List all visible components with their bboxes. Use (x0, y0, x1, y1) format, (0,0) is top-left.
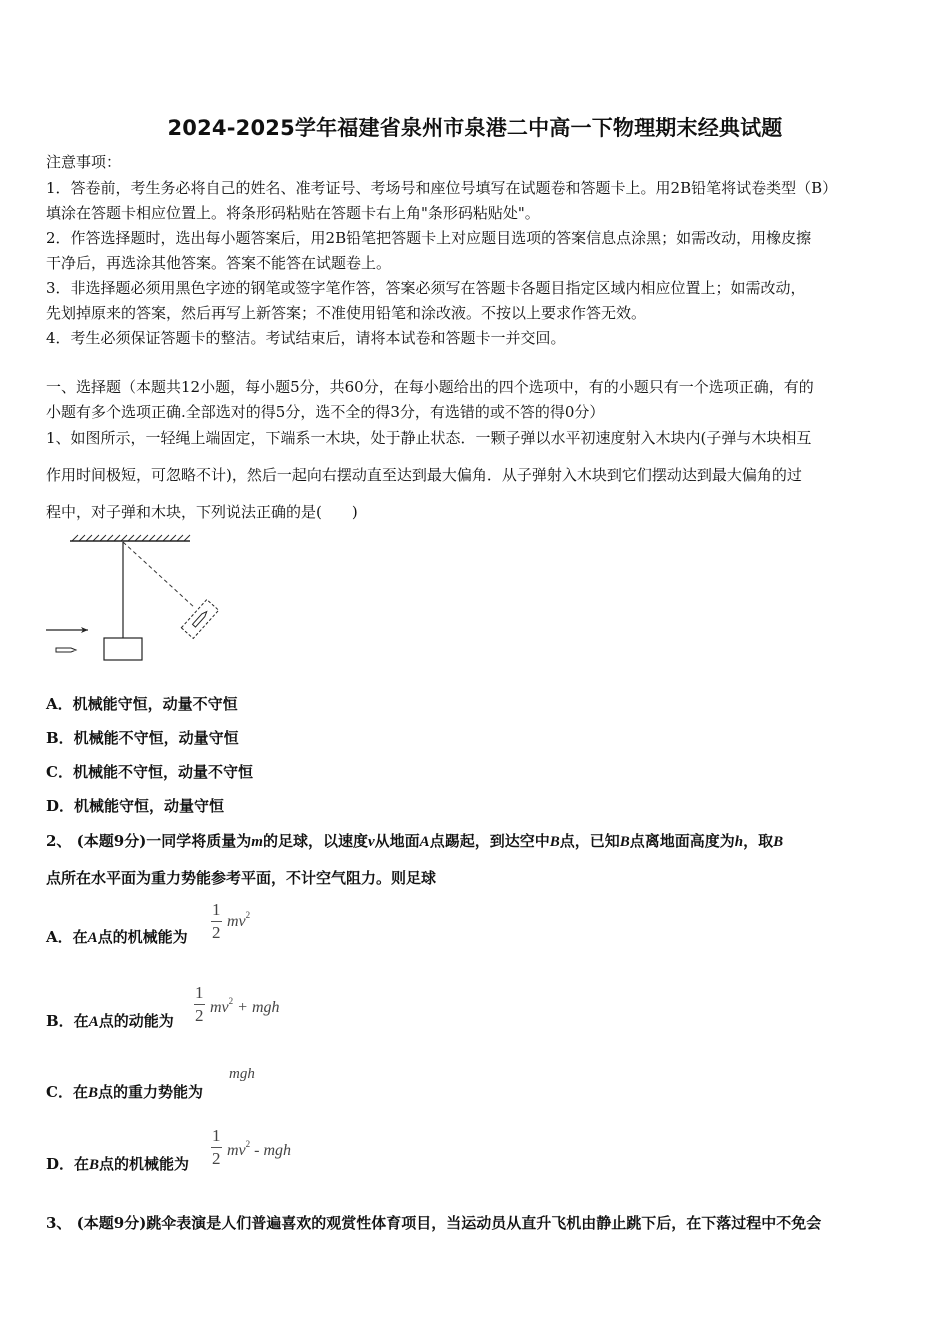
option-d: D．在B点的机械能为 (46, 1155, 190, 1173)
notice-line: 2．作答选择题时，选出每小题答案后，用2B铅笔把答题卡上对应题目选项的答案信息点涂黑；如需改动，用橡皮擦 (46, 229, 812, 247)
option-b: B．在A点的动能为 (46, 1012, 174, 1030)
q1-stem: 程中，对子弹和木块，下列说法正确的是( ) (46, 503, 358, 521)
notice-line: 干净后，再选涂其他答案。答案不能答在试题卷上。 (46, 254, 392, 272)
section-heading: 一、选择题（本题共12小题，每小题5分，共60分，在每小题给出的四个选项中，有的小题只有一个选项正确，有的 (46, 378, 814, 396)
section-heading: 小题有多个选项正确.全部选对的得5分，选不全的得3分，有选错的或不答的得0分） (46, 403, 605, 421)
notice-line: 4．考生必须保证答题卡的整洁。考试结束后，请将本试卷和答题卡一并交回。 (46, 329, 566, 347)
notice-line: 先划掉原来的答案，然后再写上新答案；不准使用铅笔和涂改液。不按以上要求作答无效。 (46, 304, 647, 322)
option-a: A．机械能守恒，动量不守恒 (46, 695, 238, 713)
option-a: A．在A点的机械能为 (46, 928, 188, 946)
formula: $mv^2$ (227, 910, 251, 930)
bullet (56, 648, 76, 652)
wooden-block (104, 638, 142, 660)
option-b: B．机械能不守恒，动量守恒 (46, 729, 239, 747)
notice-line: 1．答卷前，考生务必将自己的姓名、准考证号、考场号和座位号填写在试题卷和答题卡上。用2B铅笔将试卷类型（B） (46, 179, 838, 197)
q1-stem: 1、如图所示，一轻绳上端固定，下端系一木块，处于静止状态．一颗子弹以水平初速度射入木块内(子弹与木块相互 (46, 429, 812, 447)
notice-line: 填涂在答题卡相应位置上。将条形码粘贴在答题卡右上角"条形码粘贴处"。 (46, 204, 540, 222)
option-c: C．在B点的重力势能为 (46, 1083, 203, 1101)
swing-path (123, 542, 195, 608)
q3-stem: 3、 (本题9分)跳伞表演是人们普遍喜欢的观赏性体育项目，当运动员从直升飞机由静止跳下后，在下落过程中不免会 (46, 1214, 822, 1232)
page-title: 2024-2025学年福建省泉州市泉港二中高一下物理期末经典试题 (167, 116, 783, 140)
formula: $mv^2$ + mgh (210, 996, 280, 1016)
q2-stem: 点所在水平面为重力势能参考平面，不计空气阻力。则足球 (46, 869, 437, 887)
q1-stem: 作用时间极短，可忽略不计)，然后一起向右摆动直至达到最大偏角．从子弹射入木块到它们摆动达到最大偏角的过 (46, 466, 802, 484)
formula: $mv^2$ - mgh (227, 1139, 292, 1159)
option-d: D．机械能守恒，动量守恒 (46, 797, 225, 815)
option-c: C．机械能不守恒，动量不守恒 (46, 763, 253, 781)
pendulum-diagram (40, 530, 240, 670)
notice-heading: 注意事项： (46, 153, 122, 171)
q2-stem: 2、 (本题9分)一同学将质量为m的足球，以速度v从地面A点踢起，到达空中B点，已知B点离地面高度为h，取B (46, 832, 784, 850)
formula: mgh (229, 1066, 255, 1082)
notice-line: 3．非选择题必须用黑色字迹的钢笔或签字笔作答，答案必须写在答题卡各题目指定区域内相应位置上；如需改动， (46, 279, 806, 297)
